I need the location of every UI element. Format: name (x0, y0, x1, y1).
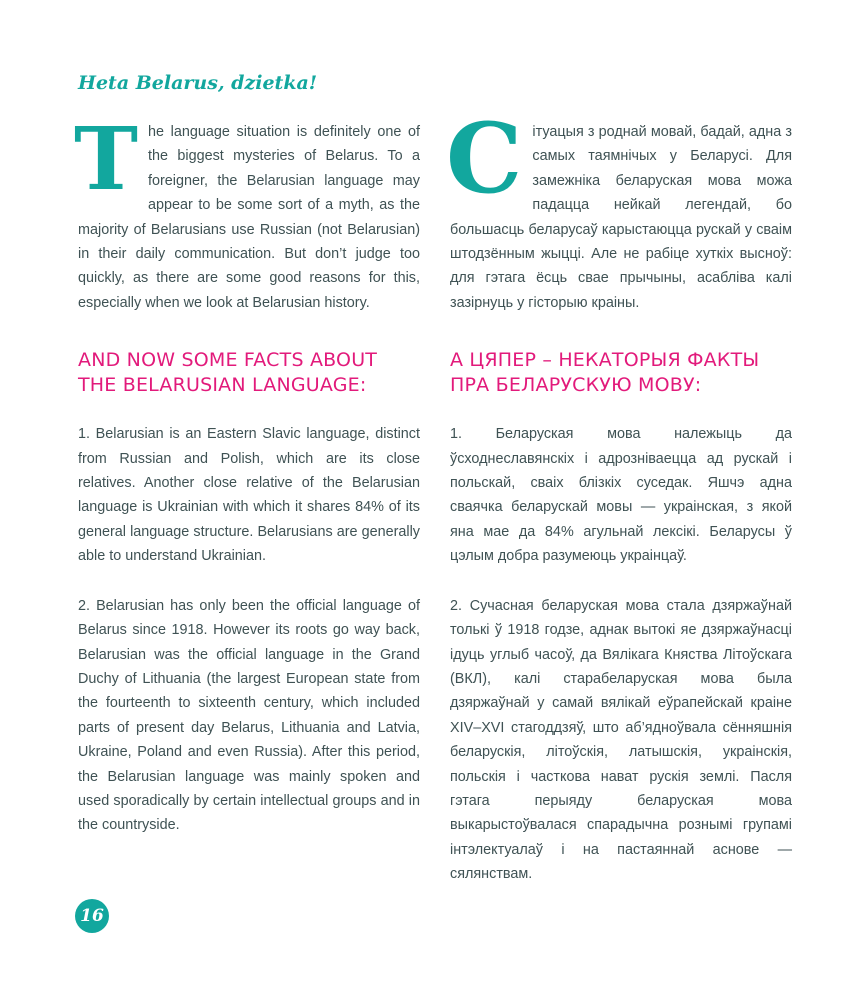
facts-heading-be: А ЦЯПЕР – НЕКАТОРЫЯ ФАКТЫ ПРА БЕЛАРУСКУЮ МОВУ: (450, 349, 760, 397)
intro-paragraph-be (446, 102, 792, 315)
belarusian-column (446, 102, 792, 887)
facts-heading-en: AND NOW SOME FACTS ABOUT THE BELARUSIAN LANGUAGE: (78, 349, 378, 397)
drop-cap-be: С (446, 102, 523, 215)
intro-text-be: ітуацыя з роднай мовай, бадай, адна з самых таямнічых у Беларусі. Для замежніка беларуская мова можа падацца нейкай легендай, бо большасць беларусаў карыстаюцца рускай у сваім штодзённым жыцці. Але не рабіце хуткіх высноў: для гэтага ёсць свае прычыны, асабліва калі зазірнуць у гісторыю краіны. (450, 124, 792, 311)
intro-paragraph-en (74, 109, 420, 315)
fact-1-en: 1. Belarusian is an Eastern Slavic language, distinct from Russian and Polish, which are its close relatives. Another close relative of the Belarusian language is Ukrainian with which it shares 84% of its general language structure. Belarusians are generally able to understand Ukrainian. (78, 426, 420, 565)
fact-2-en: 2. Belarusian has only been the official language of Belarus since 1918. However its roots go way back, Belarusian was the official language in the Grand Duchy of Lithuania (the largest European state from the fourteenth to sixteenth century, which included parts of present day Belarus, Lithuania and Latvia, Ukraine, Poland and even Russia). After this period, the Belarusian language was mainly spoken and used sporadically by certain intellectual groups and in the countryside. (78, 597, 420, 834)
intro-text-en: he language situation is definitely one of the biggest mysteries of Belarus. To a foreigner, the Belarusian language may appear to be some sort of a myth, as the majority of Belarusians use Russian (not Belarusian) in their daily communication. But don’t judge too quickly, as there are some good reasons for this, especially when we look at Belarusian history. (78, 124, 420, 311)
english-column (74, 109, 420, 838)
book-title: Heta Belarus, dzietka! (78, 72, 318, 94)
fact-1-be: 1. Беларуская мова належыць да ўсходнеславянскіх і адрозніваецца ад рускай і польскай, сваіх блізкіх суседак. Яшчэ адна сваячка беларускай мовы — украінская, з якой яна мае да 84% агульнай лексікі. Беларусы ў цэлым добра разумеюць украінцаў. (450, 426, 792, 565)
fact-2-be: 2. Сучасная беларуская мова стала дзяржаўнай толькі ў 1918 годзе, аднак вытокі яе дзяржаўнасці ідуць углыб часоў, да Вялікага Княства Літоўскага (ВКЛ), калі старабеларуская мова была дзяржаўнай у самай вялікай еўрапейскай краіне XIV–XVI стагоддзяў, што аб’ядноўвала сённяшнія беларускія, літоўскія, латышскія, украінскія, польскія і часткова нават рускія землі. Пасля гэтага перыяду беларуская мова выкарыстоўвалася спарадычна рознымі групамі інтэлектуалаў і на пастаяннай аснове — сялянствам. (450, 597, 792, 883)
drop-cap-en: T (74, 109, 138, 210)
page-number-badge: 16 (75, 899, 109, 933)
